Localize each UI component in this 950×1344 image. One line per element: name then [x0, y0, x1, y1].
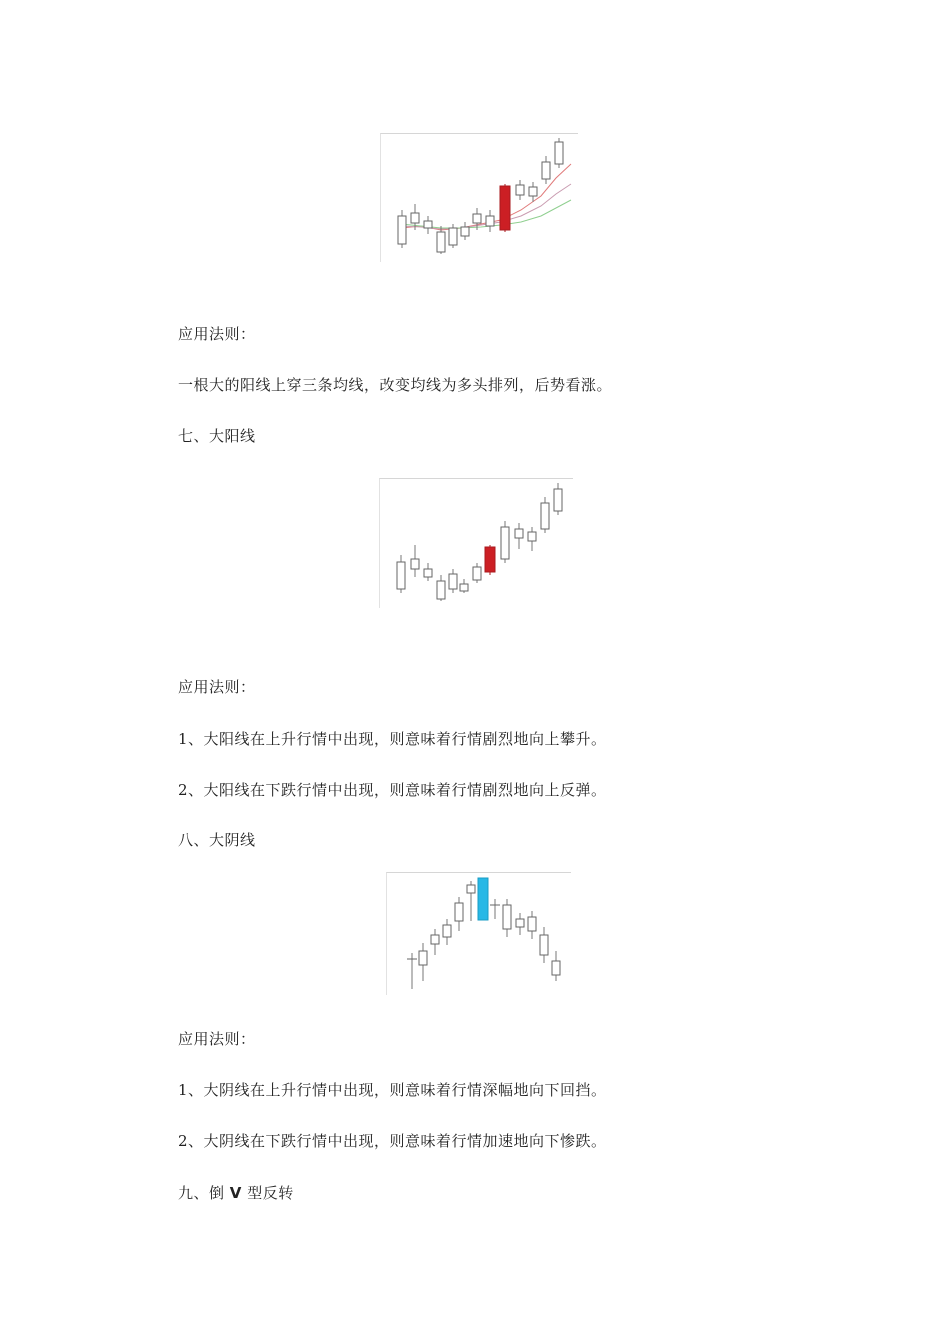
candle: [555, 142, 563, 164]
section9-title-letter: V: [229, 1184, 242, 1202]
section7-rule-1: 1、大阳线在上升行情中出现，则意味着行情剧烈地向上攀升。: [178, 730, 607, 748]
candle: [461, 227, 469, 236]
candle: [419, 951, 427, 965]
section9-title-prefix: 九、倒: [178, 1184, 225, 1202]
candle: [541, 503, 549, 529]
section8-rule-1: 1、大阴线在上升行情中出现，则意味着行情深幅地向下回挡。: [178, 1081, 607, 1099]
candle: [554, 489, 562, 511]
candles: [397, 483, 562, 601]
candle: [516, 919, 524, 927]
section9-title: [178, 1183, 294, 1203]
candle: [501, 527, 509, 559]
candle: [552, 961, 560, 975]
candle: [449, 574, 457, 589]
big-bullish-candle: [485, 547, 495, 572]
candle: [503, 905, 511, 929]
candle: [467, 885, 475, 893]
candle: [411, 559, 419, 569]
candle: [431, 935, 439, 944]
candle: [528, 532, 536, 541]
candle: [437, 581, 445, 599]
candle: [515, 529, 523, 538]
candle: [398, 216, 406, 244]
candle: [516, 185, 524, 195]
candle: [455, 903, 463, 921]
big-bullish-candle: [500, 186, 510, 230]
candles: [407, 878, 560, 989]
candlestick-svg: [380, 479, 573, 608]
section7-rule-heading: 应用法则：: [178, 678, 256, 696]
section9-title-suffix: 型反转: [247, 1184, 294, 1202]
candle: [424, 569, 432, 577]
candle: [460, 584, 468, 591]
candle: [449, 228, 457, 245]
figure-big-bearish-chart: [386, 872, 571, 995]
big-bearish-candle: [478, 878, 488, 920]
candle: [443, 925, 451, 937]
candle: [397, 562, 405, 589]
section7-title: 七、大阳线: [178, 427, 256, 445]
section8-rule-heading: 应用法则：: [178, 1030, 256, 1048]
candle: [424, 221, 432, 228]
candle: [437, 232, 445, 252]
candles: [398, 138, 563, 254]
figure-big-bullish-chart: [379, 478, 573, 608]
candle: [542, 162, 550, 179]
candlestick-svg: [381, 134, 578, 262]
candle: [473, 214, 481, 223]
candle: [411, 213, 419, 223]
section7-rule-2: 2、大阳线在下跌行情中出现，则意味着行情剧烈地向上反弹。: [178, 781, 607, 799]
candle: [529, 187, 537, 196]
section6-rule-text: 一根大的阳线上穿三条均线，改变均线为多头排列，后势看涨。: [178, 376, 613, 394]
candle: [486, 216, 494, 226]
section8-rule-2: 2、大阴线在下跌行情中出现，则意味着行情加速地向下惨跌。: [178, 1132, 607, 1150]
candle: [528, 917, 536, 931]
section8-title: 八、大阴线: [178, 831, 256, 849]
candle: [473, 567, 481, 580]
section6-rule-heading: 应用法则：: [178, 325, 256, 343]
candle: [540, 935, 548, 955]
candlestick-svg: [387, 873, 571, 995]
figure-ma-crossover-chart: [380, 133, 578, 262]
